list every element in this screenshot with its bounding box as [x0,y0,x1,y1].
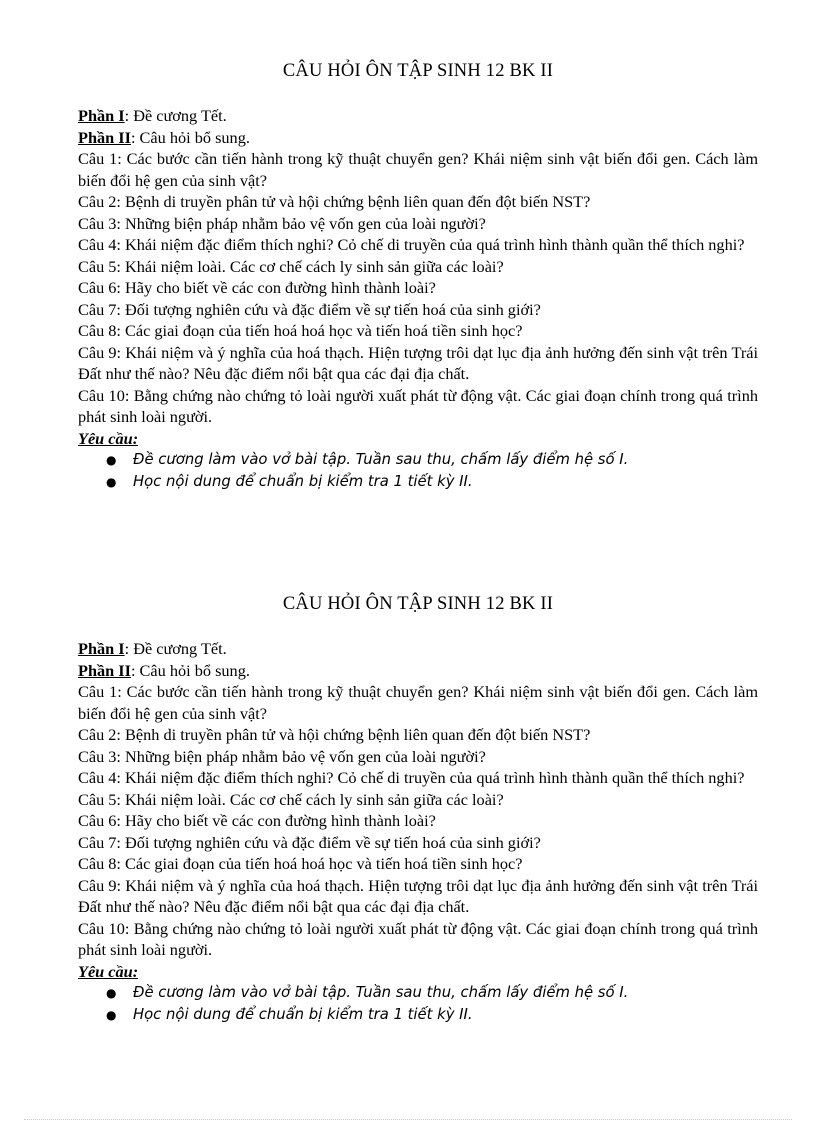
part-2-text: : Câu hỏi bổ sung. [130,127,250,147]
part-2-label: Phần II [78,127,131,147]
part-2-text: : Câu hỏi bổ sung. [130,660,250,680]
worksheet-2 [78,592,758,1026]
question-8: Câu 8: Các giai đoạn của tiến hoá hoá học và tiến hoá tiền sinh học? [78,321,523,340]
question-6: Câu 6: Hãy cho biết về các con đường hình thành loài? [78,811,436,830]
bullet-icon: ● [106,986,117,1000]
part-1-label: Phần I [78,639,125,658]
requirements-heading [78,961,758,983]
question-9: Câu 9: Khái niệm và ý nghĩa của hoá thạch. Hiện tượng trôi dạt lục địa ảnh hưởng đến sinh vật trên Trái Đất như thế nào? Nêu đặc điểm nổi bật qua các đại địa chất. [78,342,758,383]
requirements-heading [78,428,758,450]
question-8: Câu 8: Các giai đoạn của tiến hoá hoá học và tiến hoá tiền sinh học? [78,854,523,873]
requirements-list [78,449,758,493]
bullet-icon: ● [106,453,117,467]
worksheet-title: CÂU HỎI ÔN TẬP SINH 12 BK II [282,61,554,81]
part-1-text: : Đề cương Tết. [124,639,227,658]
question-2: Câu 2: Bệnh di truyền phân tử và hội chứng bệnh liên quan đến đột biến NST? [78,192,591,211]
requirement-item [78,1004,758,1026]
question-6: Câu 6: Hãy cho biết về các con đường hình thành loài? [78,278,436,297]
requirements-label: Yêu cầu: [78,428,139,448]
question-10: Câu 10: Bằng chứng nào chứng tỏ loài người xuất phát từ động vật. Các giai đoạn chính trong quá trình phát sinh loài người. [78,385,758,426]
part-1-line [78,105,758,127]
part-2-line [78,127,758,149]
part-2-line [78,660,758,682]
question-3: Câu 3: Những biện pháp nhằm bảo vệ vốn gen của loài người? [78,746,486,766]
part-1-line [78,638,758,660]
requirement-item [78,982,758,1004]
question-4: Câu 4: Khái niệm đặc điểm thích nghi? Cỏ chế di truyền của quá trình hình thành quần thể thích nghi? [78,768,745,787]
bullet-icon: ● [106,1008,117,1022]
question-1: Câu 1: Các bước cần tiến hành trong kỹ thuật chuyển gen? Khái niệm sinh vật biến đổi gen. Cách làm biến đổi hệ gen của sinh vật? [78,682,758,723]
question-10: Câu 10: Bằng chứng nào chứng tỏ loài người xuất phát từ động vật. Các giai đoạn chính trong quá trình phát sinh loài người. [78,918,758,959]
requirement-text: Học nội dung để chuẩn bị kiểm tra 1 tiết kỳ II. [133,1006,473,1023]
requirement-text: Học nội dung để chuẩn bị kiểm tra 1 tiết kỳ II. [133,473,473,490]
question-5: Câu 5: Khái niệm loài. Các cơ chế cách ly sinh sản giữa các loài? [78,256,504,276]
question-7: Câu 7: Đối tượng nghiên cứu và đặc điểm về sự tiến hoá của sinh giới? [78,299,541,319]
worksheet-title: CÂU HỎI ÔN TẬP SINH 12 BK II [282,594,554,614]
requirement-text: Đề cương làm vào vở bài tập. Tuần sau thu, chấm lấy điểm hệ số I. [133,451,629,468]
part-1-label: Phần I [78,106,125,125]
requirement-item [78,471,758,493]
bullet-icon: ● [106,475,117,489]
question-4: Câu 4: Khái niệm đặc điểm thích nghi? Cỏ chế di truyền của quá trình hình thành quần thể thích nghi? [78,235,745,254]
requirement-item [78,449,758,471]
part-2-label: Phần II [78,660,131,680]
question-3: Câu 3: Những biện pháp nhằm bảo vệ vốn gen của loài người? [78,213,486,233]
question-9: Câu 9: Khái niệm và ý nghĩa của hoá thạch. Hiện tượng trôi dạt lục địa ảnh hưởng đến sinh vật trên Trái Đất như thế nào? Nêu đặc điểm nổi bật qua các đại địa chất. [78,875,758,916]
question-5: Câu 5: Khái niệm loài. Các cơ chế cách ly sinh sản giữa các loài? [78,789,504,809]
requirement-text: Đề cương làm vào vở bài tập. Tuần sau thu, chấm lấy điểm hệ số I. [133,984,629,1001]
worksheet-1 [78,59,758,493]
question-1: Câu 1: Các bước cần tiến hành trong kỹ thuật chuyển gen? Khái niệm sinh vật biến đổi gen. Cách làm biến đổi hệ gen của sinh vật? [78,149,758,190]
page-bottom-rule [24,1119,792,1120]
requirements-list [78,982,758,1026]
question-7: Câu 7: Đối tượng nghiên cứu và đặc điểm về sự tiến hoá của sinh giới? [78,832,541,852]
part-1-text: : Đề cương Tết. [124,106,227,125]
question-2: Câu 2: Bệnh di truyền phân tử và hội chứng bệnh liên quan đến đột biến NST? [78,725,591,744]
requirements-label: Yêu cầu: [78,961,139,981]
